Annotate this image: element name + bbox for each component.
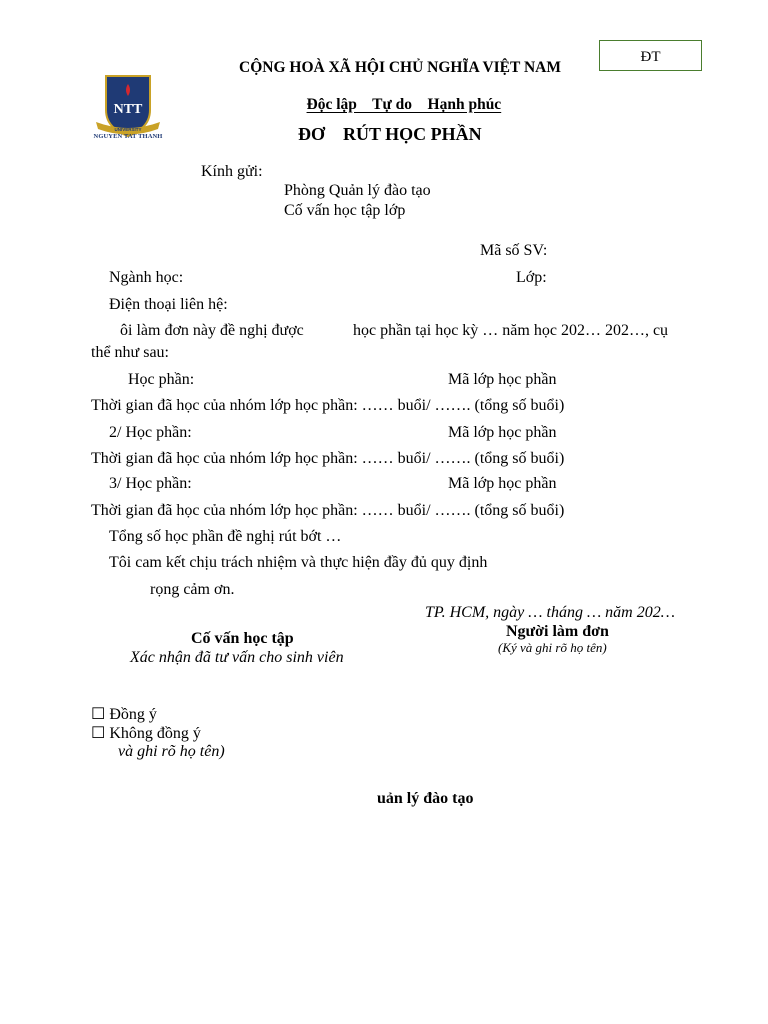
greeting-label: Kính gửi: [201, 163, 263, 180]
course-2-code-label: Mã lớp học phần [448, 424, 557, 441]
total-courses-line: Tổng số học phần đề nghị rút bớt … [109, 528, 342, 545]
svg-text:NTT: NTT [113, 102, 143, 117]
course-1-time: Thời gian đã học của nhóm lớp học phần: …… buổi/ ……. (tổng số buổi) [91, 397, 565, 414]
disagree-option[interactable] [91, 724, 201, 743]
course-2-time: Thời gian đã học của nhóm lớp học phần: …… buổi/ ……. (tổng số buổi) [91, 450, 565, 467]
advisor-title: Cố vấn học tập [191, 630, 294, 647]
logo-caption: NGUYEN TAT THANH [93, 133, 163, 140]
recipient-training-office: Phòng Quản lý đào tạo [284, 182, 431, 199]
disagree-label: Không đồng ý [109, 725, 201, 742]
disagree-checkbox[interactable]: ☐ [91, 725, 106, 742]
request-text-right: học phần tại học kỳ … năm học 202… 202…, cụ [353, 322, 669, 339]
phone-label: Điện thoại liên hệ: [109, 296, 228, 313]
applicant-title: Người làm đơn [506, 623, 609, 640]
course-1-code-label: Mã lớp học phần [448, 371, 557, 388]
agree-label: Đồng ý [109, 706, 157, 723]
agree-checkbox[interactable]: ☐ [91, 706, 106, 723]
course-1-label: Học phần: [128, 371, 195, 388]
motto-wrap [200, 77, 600, 114]
training-office-title: uản lý đào tạo [377, 790, 474, 807]
date-line: TP. HCM, ngày … tháng … năm 202… [425, 604, 675, 621]
request-text-left: ôi làm đơn này đề nghị được [120, 322, 304, 339]
agree-option[interactable] [91, 705, 157, 724]
course-3-label: 3/ Học phần: [109, 475, 192, 492]
course-3-time: Thời gian đã học của nhóm lớp học phần: …… buổi/ ……. (tổng số buổi) [91, 502, 565, 519]
class-label: Lớp: [516, 269, 547, 286]
course-2-label: 2/ Học phần: [109, 424, 192, 441]
form-code-box [599, 40, 702, 71]
advisor-note: Xác nhận đã tư vấn cho sinh viên [130, 649, 344, 666]
request-text-continued: thể như sau: [91, 344, 169, 361]
logo-banner-text: UNIVERSITY [114, 127, 142, 132]
course-3-code-label: Mã lớp học phần [448, 475, 557, 492]
thanks-line: rọng cảm ơn. [150, 581, 235, 598]
advisor-sign-note: và ghi rõ họ tên) [118, 743, 225, 760]
university-logo-icon [88, 72, 168, 142]
major-label: Ngành học: [109, 269, 184, 286]
national-motto: Độc lập Tự do Hạnh phúc [306, 95, 502, 113]
student-id-label: Mã số SV: [480, 242, 548, 259]
recipient-academic-advisor: Cố vấn học tập lớp [284, 202, 406, 219]
country-header: CỘNG HOÀ XÃ HỘI CHỦ NGHĨA VIỆT NAM [239, 59, 561, 76]
applicant-note: (Ký và ghi rõ họ tên) [498, 640, 607, 655]
form-code: ĐT [640, 49, 661, 65]
form-title: ĐƠ RÚT HỌC PHẦN [298, 124, 482, 144]
commitment-line: Tôi cam kết chịu trách nhiệm và thực hiện đầy đủ quy định [109, 554, 488, 571]
